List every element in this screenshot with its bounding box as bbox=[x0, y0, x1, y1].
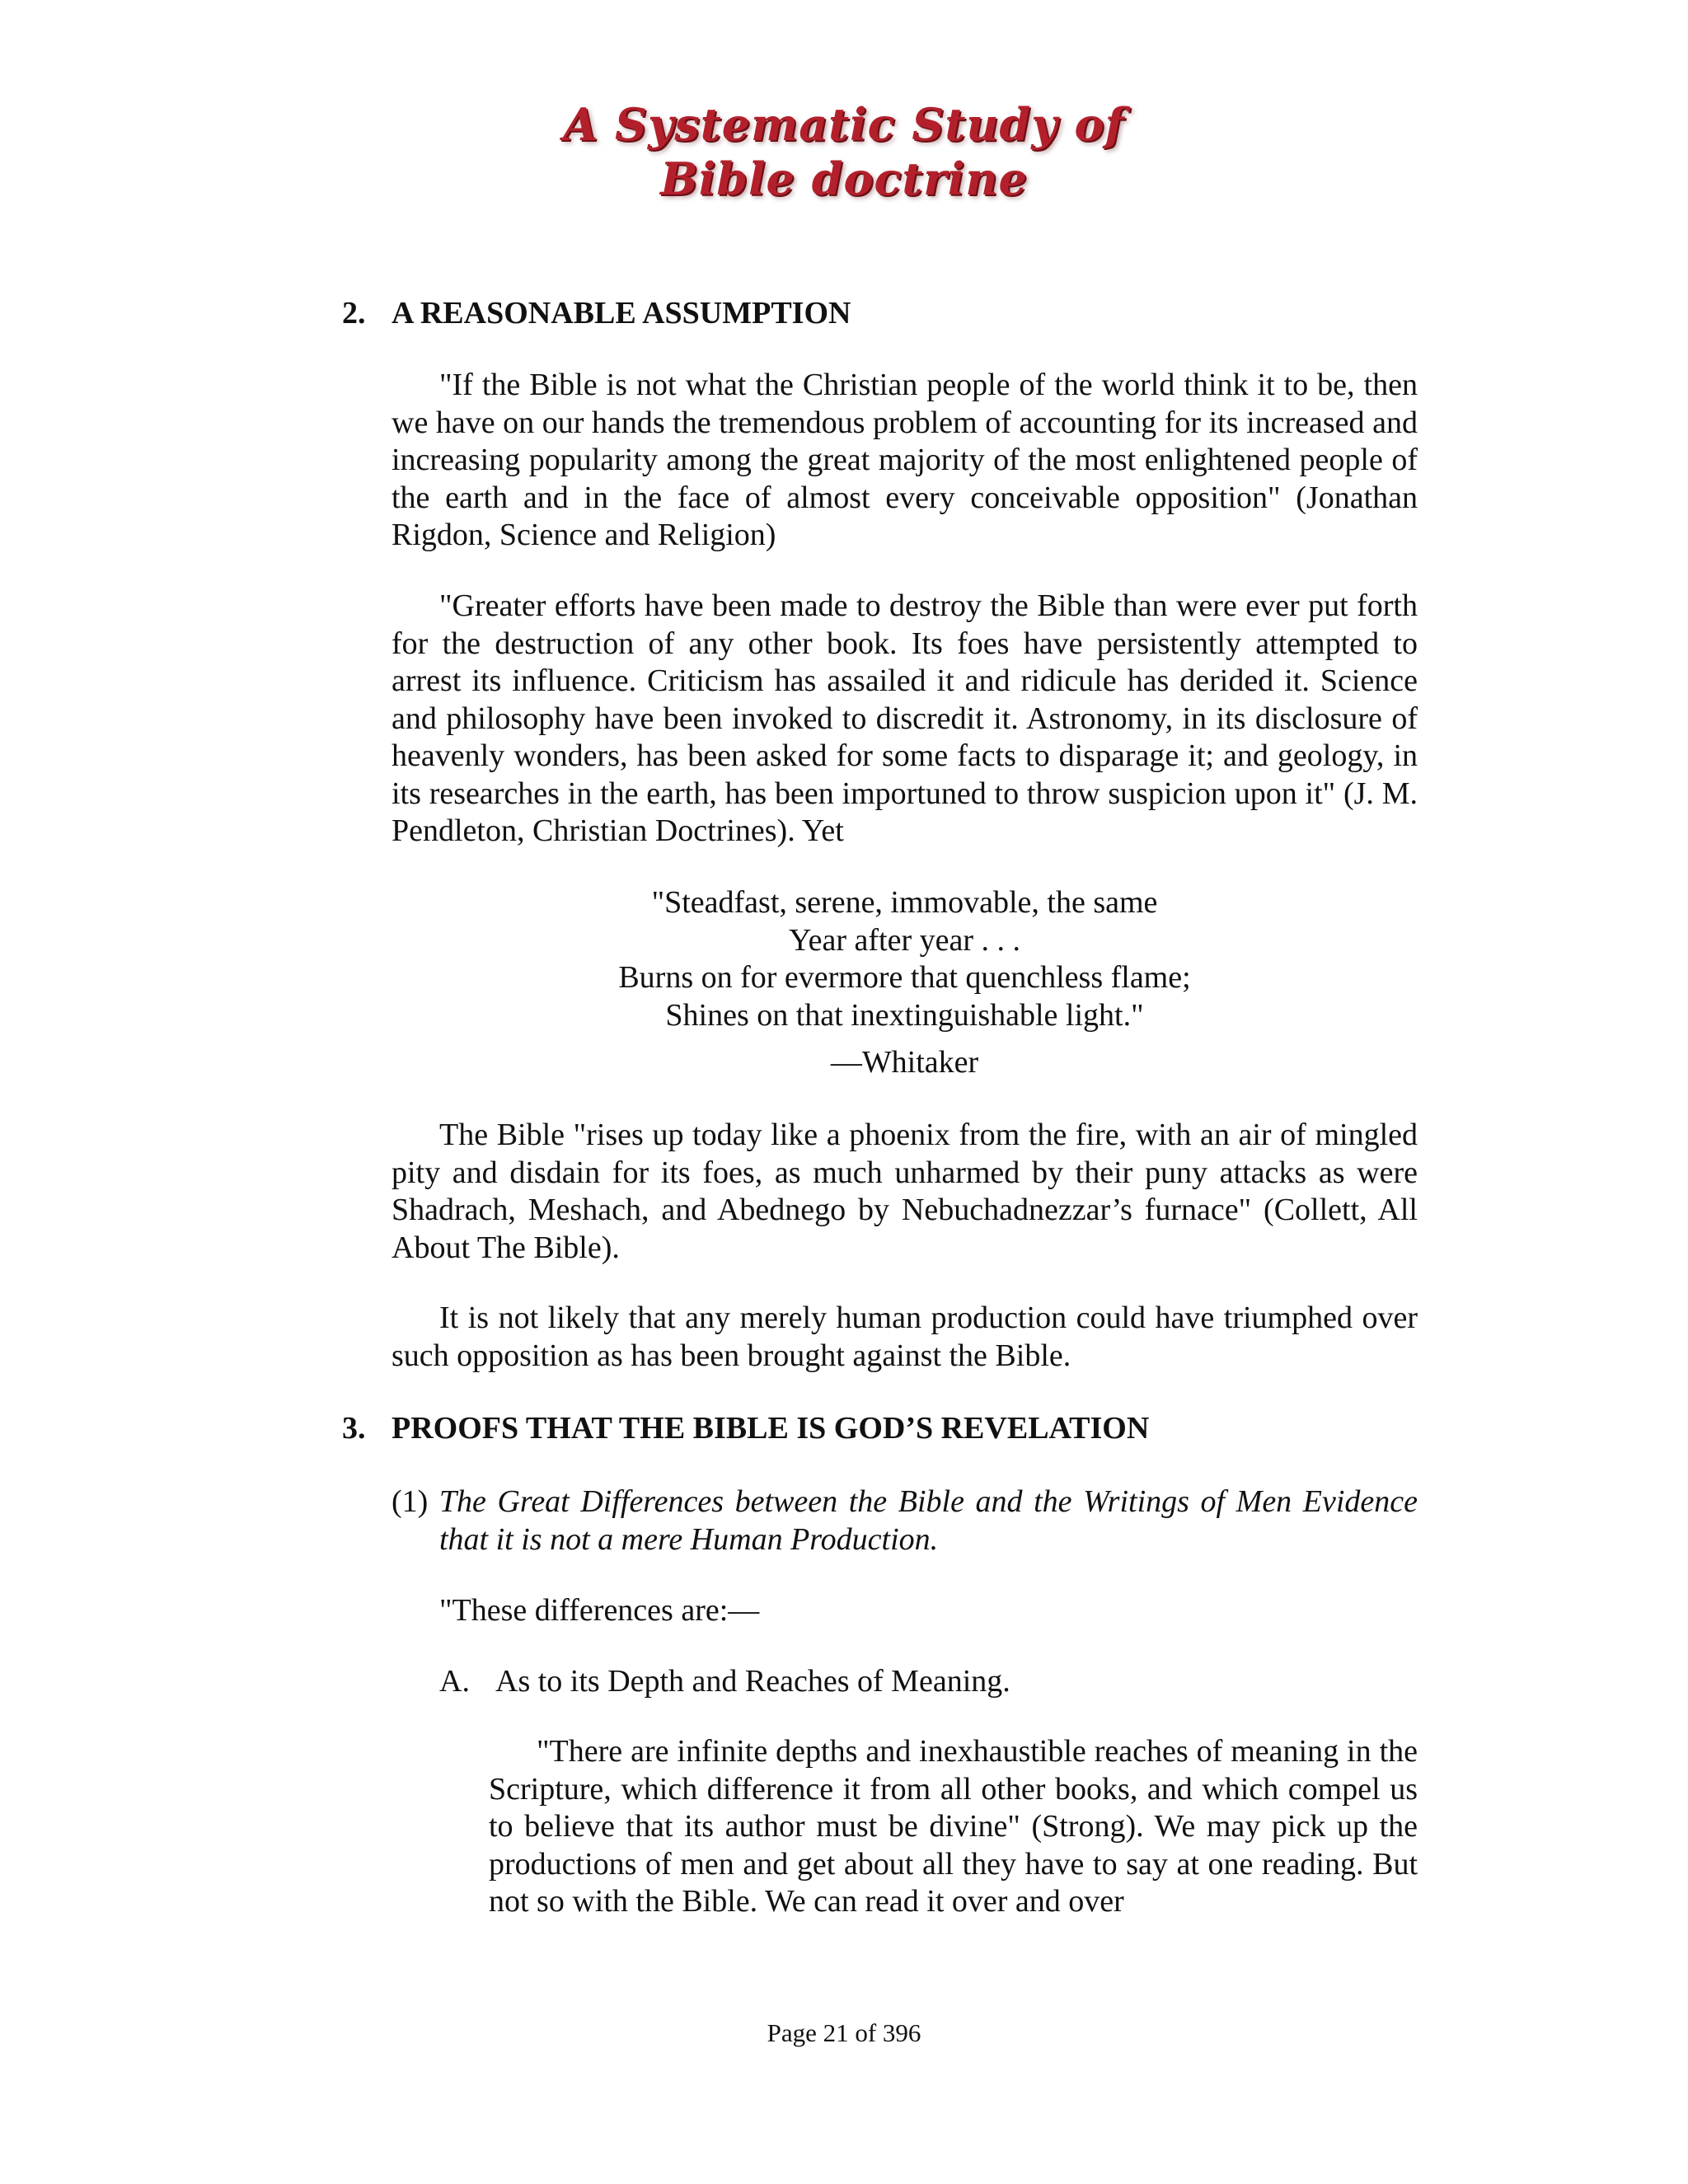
sub-item-a-text: As to its Depth and Reaches of Meaning. bbox=[495, 1664, 1010, 1699]
section-3-heading bbox=[342, 1409, 1149, 1447]
item-1-text: The Great Differences between the Bible and the Writings of Men Evidence that it is not a mere Human Production. bbox=[438, 1484, 1418, 1557]
poem-line-3: Burns on for evermore that quenchless flame; bbox=[618, 960, 1191, 995]
section-2-paragraph-1: "If the Bible is not what the Christian people of the world think it to be, then we have on our hands the tremendous problem of accounting for its increased and increasing popularity among the great majority of the most enlightened people of the earth and in the face of almost every conceivable opposition" (Jonathan Rigdon, Science and Religion) bbox=[392, 368, 1418, 552]
section-2-number: 2. bbox=[342, 296, 366, 330]
poem-quote bbox=[392, 884, 1418, 1082]
section-2-heading bbox=[342, 294, 851, 332]
poem-line-4: Shines on that inextinguishable light." bbox=[665, 997, 1144, 1033]
sub-item-a-label: A. bbox=[439, 1664, 470, 1699]
section-2-paragraph-2: "Greater efforts have been made to destroy the Bible than were ever put forth for the destruction of any other book. Its foes have persistently attempted to arrest its influence. Criticism has assailed it and ridicule has derided it. Science and philosophy have been invoked to discredit it. Astronomy, in its disclosure of heavenly wonders, has been asked for some facts to disparage it; and geology, in its researches in the earth, has been importuned to throw suspicion upon it" (J. M. Pendleton, Christian Doctrines). Yet bbox=[392, 588, 1418, 848]
page-number-footer: Page 21 of 396 bbox=[767, 2018, 921, 2047]
section-2-title: A REASONABLE ASSUMPTION bbox=[392, 296, 851, 330]
section-2-paragraph-4: It is not likely that any merely human production could have triumphed over such opposition as has been brought against the Bible. bbox=[392, 1301, 1418, 1373]
section-3-number: 3. bbox=[342, 1411, 366, 1446]
differences-intro: "These differences are:— bbox=[439, 1593, 760, 1628]
poem-line-1: "Steadfast, serene, immovable, the same bbox=[651, 885, 1158, 920]
sub-item-a bbox=[439, 1663, 1010, 1701]
section-3-item-1 bbox=[392, 1483, 1418, 1558]
item-1-label: (1) bbox=[392, 1484, 429, 1519]
poem-attribution: —Whitaker bbox=[830, 1045, 979, 1080]
logo-title-line-2: Bible doctrine bbox=[660, 152, 1028, 205]
section-3-title: PROOFS THAT THE BIBLE IS GOD’S REVELATION bbox=[392, 1411, 1150, 1446]
poem-line-2: Year after year . . . bbox=[788, 922, 1020, 958]
section-2-paragraph-3: The Bible "rises up today like a phoenix from the fire, with an air of mingled pity and disdain for its foes, as much unharmed by their puny attacks as were Shadrach, Meshach, and Abednego by Nebuchadnezzar’s furnace" (Collett, All About The Bible). bbox=[392, 1118, 1418, 1265]
sub-item-a-paragraph: "There are infinite depths and inexhaustible reaches of meaning in the Scripture, which difference it from all other books, and which compel us to believe that its author must be divine" (Strong). We may pick up the productions of men and get about all they have to say at one reading. But not so with the Bible. We can read it over and over bbox=[489, 1734, 1418, 1919]
logo-title-line-1: A Systematic Study of bbox=[563, 98, 1125, 151]
